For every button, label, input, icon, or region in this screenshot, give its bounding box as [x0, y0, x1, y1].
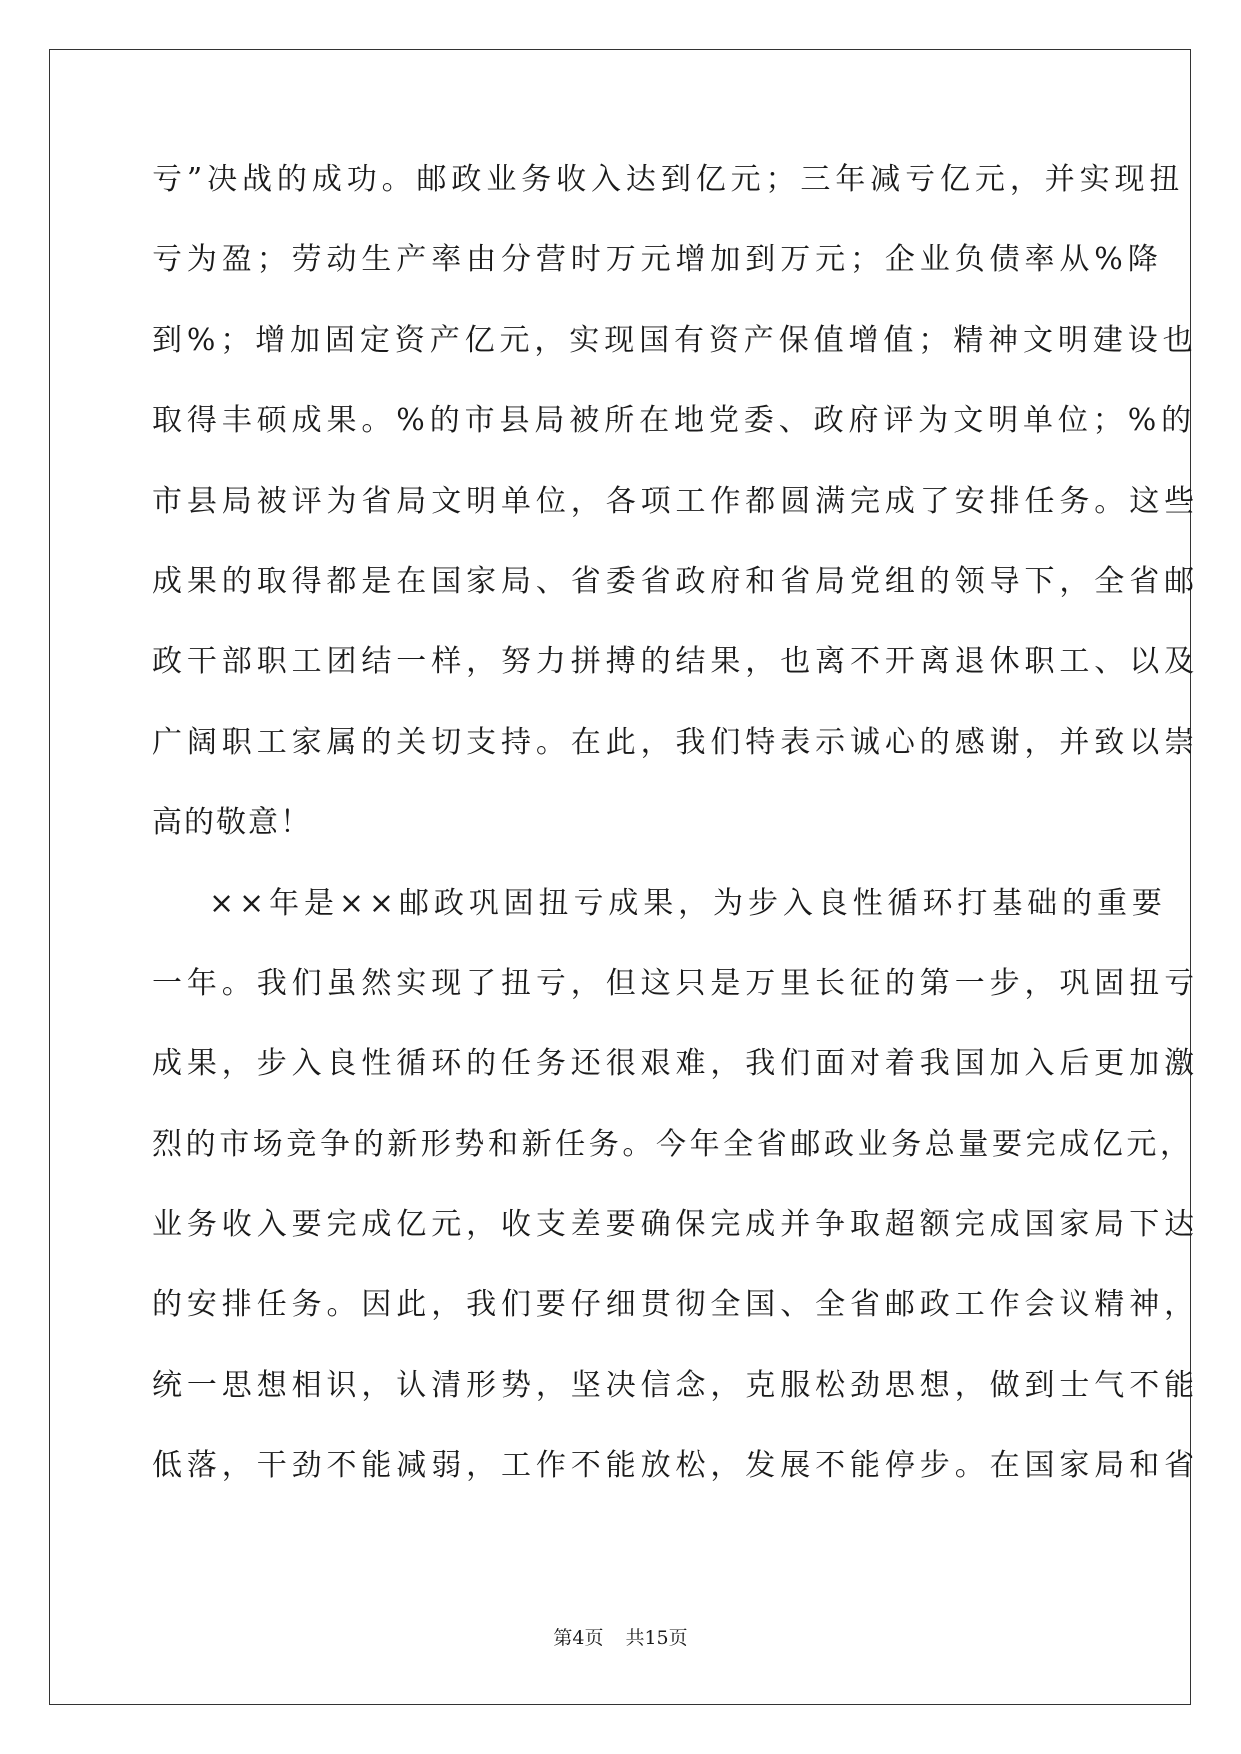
body-line: 成果，步入良性循环的任务还很艰难，我们面对着我国加入后更加激	[152, 1046, 1199, 1082]
body-line: 亏为盈；劳动生产率由分营时万元增加到万元；企业负债率从%降	[152, 242, 1163, 278]
body-line: 烈的市场竞争的新形势和新任务。今年全省邮政业务总量要完成亿元，	[152, 1126, 1194, 1162]
document-body	[152, 160, 1199, 1527]
body-line: 高的敬意！	[152, 805, 312, 841]
body-line: 政干部职工团结一样，努力拼搏的结果，也离不开离退休职工、以及	[152, 644, 1199, 680]
body-line: 业务收入要完成亿元，收支差要确保完成并争取超额完成国家局下达	[152, 1207, 1199, 1243]
body-line: 统一思想相识，认清形势，坚决信念，克服松劲思想，做到士气不能	[152, 1367, 1199, 1403]
body-line: 亏”决战的成功。邮政业务收入达到亿元；三年减亏亿元，并实现扭	[152, 162, 1185, 197]
page-footer	[0, 1623, 1241, 1650]
body-line: 取得丰硕成果。%的市县局被所在地党委、政府评为文明单位；%的	[152, 403, 1197, 439]
body-line: ××年是××邮政巩固扭亏成果，为步入良性循环打基础的重要	[209, 885, 1167, 921]
page-total: 共15页	[625, 1627, 688, 1649]
body-line: 到%；增加固定资产亿元，实现国有资产保值增值；精神文明建设也	[152, 322, 1198, 358]
body-line: 低落，干劲不能减弱，工作不能放松，发展不能停步。在国家局和省	[152, 1448, 1199, 1484]
page-number: 第4页	[553, 1627, 604, 1649]
body-line: 的安排任务。因此，我们要仔细贯彻全国、全省邮政工作会议精神，	[152, 1287, 1199, 1323]
body-line: 一年。我们虽然实现了扭亏，但这只是万里长征的第一步，巩固扭亏	[152, 965, 1199, 1001]
body-line: 市县局被评为省局文明单位，各项工作都圆满完成了安排任务。这些	[152, 483, 1199, 519]
body-line: 广阔职工家属的关切支持。在此，我们特表示诚心的感谢，并致以崇	[152, 724, 1199, 760]
body-line: 成果的取得都是在国家局、省委省政府和省局党组的领导下，全省邮	[152, 563, 1199, 599]
